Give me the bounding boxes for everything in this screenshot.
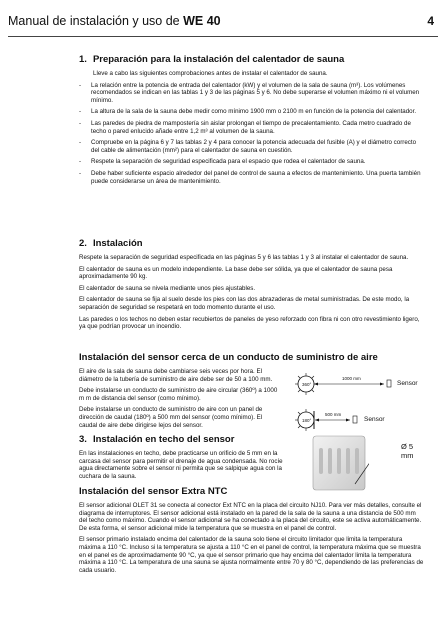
section-3-number: 3.: [79, 434, 87, 445]
section-1-title: Preparación para la instalación del calentador de sauna: [92, 54, 345, 65]
section-preparation: [79, 54, 425, 189]
sensor-label: Sensor: [397, 380, 418, 387]
page-header: [8, 14, 436, 34]
paragraph: El calentador de sauna es un modelo independiente. La base debe ser sólida, ya que el calentador de sauna pesa aproximadamente 90 kg.: [79, 265, 393, 281]
hole-dimension: Ø 5 mm: [401, 442, 414, 460]
section-1-heading: [79, 54, 425, 65]
checklist-item: - La relación entre la potencia de entrada del calentador (kW) y el volumen de la sala de sauna (m³). Los volúmenes recomendados se indican en las tablas 1 y 3 de las páginas 5 y 6. No debe superarse el volumen máximo ni el volumen mínimo.: [79, 82, 425, 105]
distance-label: 1000 mm: [342, 376, 361, 381]
paragraph: Respete la separación de seguridad especificada en las páginas 5 y 6 las tablas 1 y 3 al instalar el calentador de sauna.: [79, 254, 409, 261]
duct-diagram-360: [294, 372, 424, 396]
section-2-title: Instalación: [92, 238, 143, 249]
paragraph: Debe instalarse un conducto de suministro de aire circular (360º) a 1000 m m de distancia del sensor (como mínimo).: [79, 387, 278, 402]
section-2-heading: [79, 238, 425, 249]
checklist-item: - La altura de la sala de la sauna debe medir como mínimo 1900 mm o 2100 m en función de la potencia del calentador.: [79, 108, 425, 116]
section-1-intro: Lleve a cabo las siguientes comprobaciones antes de instalar el calentador de sauna.: [93, 70, 328, 77]
header-title-prefix: Manual de instalación y uso de: [8, 14, 184, 28]
section-2-number: 2.: [79, 238, 87, 249]
sensor-symbol: [387, 380, 391, 387]
sensor-housing-svg: [309, 434, 369, 492]
section-1-number: 1.: [79, 54, 87, 65]
section-extra-ntc: [79, 486, 425, 578]
duct-diagram-180: [294, 408, 424, 432]
sensor-label: Sensor: [364, 416, 385, 423]
sensor-housing-image: [309, 434, 369, 492]
checklist-item: - Debe haber suficiente espacio alrededor del panel de control de sauna a efectos de mantenimiento. Una puerta también puede considerarse un área de mantenimiento.: [79, 170, 425, 185]
duct-180-svg: [294, 408, 424, 432]
page-number: 4: [427, 14, 434, 28]
extra-ntc-heading: Instalación del sensor Extra NTC: [79, 486, 228, 497]
checklist-item: - Las paredes de piedra de mampostería sin aislar prolongan el tiempo de precalentamiento. Cada metro cuadrado de techo o pared enlucido añade entre 1,2 m³ al volumen de la sauna.: [79, 120, 425, 135]
angle-label: 360°: [302, 382, 312, 387]
paragraph: El aire de la sala de sauna debe cambiarse seis veces por hora. El diámetro de la tubería de suministro de aire debe ser de 50 a 100 mm.: [79, 368, 273, 383]
angle-label: 180°: [302, 418, 312, 423]
checklist: [79, 82, 425, 186]
air-duct-heading: Instalación del sensor cerca de un conducto de suministro de aire: [79, 352, 378, 363]
section-3-title: Instalación en techo del sensor: [92, 434, 235, 445]
section-3-heading: [79, 434, 425, 445]
section-installation: [79, 238, 425, 335]
checklist-item: - Respete la separación de seguridad especificada para el espacio que rodea el calentador de sauna.: [79, 158, 425, 166]
paragraph: Debe instalarse un conducto de suministro de aire con un panel de dirección de caudal (180º) a 500 mm del sensor (como mínimo). El caudal de aire debe dirigirse lejos del sensor.: [79, 406, 263, 429]
paragraph: El calentador de sauna se fija al suelo desde los pies con las dos abrazaderas de metal suministradas. De este modo, la separación de seguridad se respetará en todo momento durante el uso.: [79, 296, 410, 311]
header-title: [8, 14, 221, 28]
sensor-symbol: [353, 416, 357, 423]
section-ceiling-sensor: [79, 434, 425, 484]
distance-label: 500 mm: [325, 412, 342, 417]
paragraph: El calentador de sauna se nivela mediante unos pies ajustables.: [79, 284, 256, 292]
checklist-item: - Compruebe en la página 6 y 7 las tablas 2 y 4 para conocer la potencia adecuada del fusible (A) y el diámetro correcto del cable de alimentación (mm²) para el calentador de sauna en cuestión.: [79, 139, 425, 154]
header-rule: [8, 36, 438, 37]
paragraph: Las paredes o los techos no deben estar recubiertos de paneles de yeso reforzado con fibra ni con otro revestimiento ligero, ya que podrían provocar un incendio.: [79, 315, 420, 331]
paragraph: El sensor adicional OLET 31 se conecta al conector Ext NTC en la placa del circuito NJ10. Para ver más detalles, consulte el diagrama de interruptores. El sensor adicional está instalado en la pared de la sala de la sauna a una distancia de 500 mm del techo como máximo. Cuando el sensor adicional se ha conectado a la placa del circuito, este se activa automáticamente. De esta forma, el sensor adicional mide la temperatura que se muestra en el panel de control.: [79, 502, 422, 532]
paragraph: El sensor primario instalado encima del calentador de la sauna solo tiene el circuito limitador que limita la temperatura máxima a 110 °C. Incluso si la temperatura se ajusta a 110 °C en el panel de control, la temperatura máxima que se muestra en el panel es de aproximadamente 90 °C, ya que el sensor primario que hay encima del calentador limita la temperatura máxima a 110 °C. La temperatura de una sauna se ajusta normalmente entre 70 y 80 °C, dependiendo de las preferencias de cada usuario.: [79, 536, 424, 574]
section-air-duct: [79, 352, 425, 433]
header-model: WE 40: [183, 14, 221, 28]
paragraph: En las instalaciones en techo, debe practicarse un orificio de 5 mm en la carcasa del sensor para permitir el drenaje de agua condensada. No rocíe agua directamente sobre el sensor ni permita que se salpique agua con la cuchara de la sauna.: [79, 450, 283, 480]
